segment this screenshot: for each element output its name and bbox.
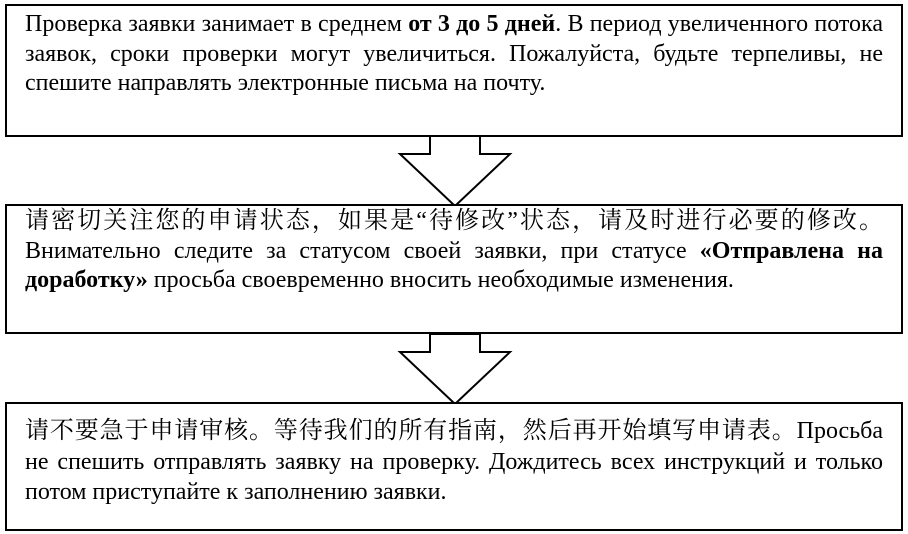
step-box-review-time bbox=[5, 4, 903, 137]
step-box-application-status bbox=[5, 204, 903, 334]
review-time-text-end: . В период увеличенного потока заявок, сроки проверки могут увеличиться. Пожалуйста, будьте терпеливы, не спешите направлять электронные письма на почту. bbox=[25, 11, 884, 96]
status-text-start: 请密切关注您的申请状态，如果是“待修改”状态，请及时进行必要的修改。Внимательно следите за статусом своей заявки, при статусе bbox=[25, 208, 883, 264]
wait-instructions-text: 请不要急于申请审核。等待我们的所有指南，然后再开始填写申请表。Просьба не спешить отправлять заявку на проверку. Дождитесь всех инструкций и только потом приступайте к заполнению заявки. bbox=[25, 418, 883, 505]
review-time-duration: от 3 до 5 дней bbox=[408, 11, 556, 37]
step-box-wait-instructions bbox=[5, 402, 903, 531]
down-arrow-icon bbox=[400, 334, 510, 406]
status-text-end: просьба своевременно вносить необходимые изменения. bbox=[147, 267, 734, 293]
down-arrow-icon bbox=[400, 136, 510, 208]
status-needs-revision: «Отправлена на доработку» bbox=[25, 237, 883, 293]
review-time-text-start: Проверка заявки занимает в среднем bbox=[25, 11, 409, 37]
